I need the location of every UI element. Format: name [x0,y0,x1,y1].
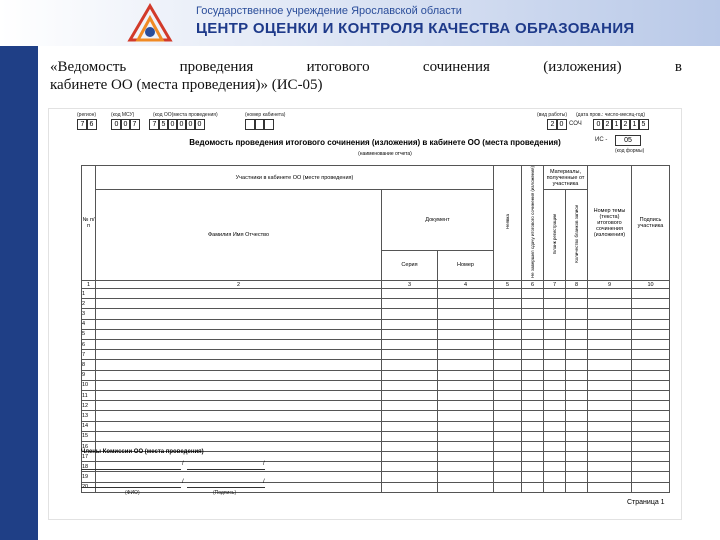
form-title: Ведомость проведения итогового сочинения (изложения) в кабинете ОО (места проведения) [189,138,561,147]
table-cell[interactable] [494,482,522,492]
table-cell[interactable] [566,370,588,380]
table-cell[interactable] [588,472,632,482]
row-number: 14 [82,421,96,431]
table-cell[interactable] [544,299,566,309]
table-cell[interactable] [382,401,438,411]
table-cell[interactable] [522,411,544,421]
column-index: 6 [522,281,544,289]
work-code: СОЧ [569,121,582,127]
table-cell[interactable] [566,482,588,492]
form-code-prefix: ИС - [595,137,608,143]
table-cell[interactable] [632,431,670,441]
table-cell[interactable] [544,289,566,299]
table-cell[interactable] [566,360,588,370]
table-cell[interactable] [438,329,494,339]
table-cell[interactable] [588,329,632,339]
table-cell[interactable] [382,340,438,350]
table-cell[interactable] [566,431,588,441]
table-cell[interactable] [588,411,632,421]
table-cell[interactable] [382,309,438,319]
region-label: (регион) [77,112,97,118]
table-cell[interactable] [96,472,382,482]
table-cell[interactable] [632,390,670,400]
sign-line-1 [187,469,265,470]
table-cell[interactable] [494,421,522,431]
column-index: 5 [494,281,522,289]
table-cell[interactable] [382,472,438,482]
table-cell[interactable] [382,329,438,339]
date-cell: 2 [602,119,613,130]
msu-cell: 0 [120,119,131,130]
table-cell[interactable] [588,299,632,309]
table-row [82,340,670,350]
table-cell[interactable] [632,350,670,360]
table-cell[interactable] [544,482,566,492]
table-cell[interactable] [438,472,494,482]
table-row [82,360,670,370]
table-cell[interactable] [382,370,438,380]
table-cell[interactable] [588,370,632,380]
table-cell[interactable] [522,380,544,390]
table-cell[interactable] [382,411,438,421]
gov-text: Государственное учреждение Ярославской области [196,5,462,17]
row-number: 6 [82,340,96,350]
commission-label: Члены Комиссии ОО (места проведения) [81,449,204,455]
table-cell[interactable] [632,482,670,492]
table-cell[interactable] [522,340,544,350]
table-cell[interactable] [96,411,382,421]
table-cell[interactable] [494,360,522,370]
col-blank-reg-header: Бланк регистрации [544,190,566,281]
table-cell[interactable] [544,350,566,360]
table-cell[interactable] [438,390,494,400]
table-cell[interactable] [632,299,670,309]
column-index: 7 [544,281,566,289]
table-cell[interactable] [438,482,494,492]
table-cell[interactable] [566,441,588,451]
table-cell[interactable] [632,441,670,451]
table-cell[interactable] [566,350,588,360]
table-cell[interactable] [438,289,494,299]
table-cell[interactable] [588,401,632,411]
table-cell[interactable] [96,309,382,319]
table-cell[interactable] [544,309,566,319]
table-cell[interactable] [96,431,382,441]
table-cell[interactable] [494,411,522,421]
work-type-cell: 0 [556,119,567,130]
row-number: 4 [82,319,96,329]
table-cell[interactable] [96,289,382,299]
table-cell[interactable] [522,482,544,492]
table-cell[interactable] [522,319,544,329]
table-cell[interactable] [382,360,438,370]
slide-title-line2: кабинете ОО (места проведения)» (ИС-05) [50,77,323,93]
row-number: 2 [82,299,96,309]
table-cell[interactable] [544,452,566,462]
msu-cell: 0 [111,119,122,130]
form-subtitle: (наименование отчета) [358,151,412,157]
table-cell[interactable] [494,370,522,380]
table-cell[interactable] [494,380,522,390]
row-number: 5 [82,329,96,339]
table-cell[interactable] [382,390,438,400]
table-row [82,472,670,482]
table-cell[interactable] [96,329,382,339]
fio-line-1 [81,469,181,470]
table-cell[interactable] [438,411,494,421]
table-row [82,329,670,339]
table-cell[interactable] [382,380,438,390]
table-cell[interactable] [566,472,588,482]
table-row [82,431,670,441]
table-cell[interactable] [632,289,670,299]
row-number: 19 [82,472,96,482]
table-cell[interactable] [522,350,544,360]
column-index: 2 [96,281,382,289]
sign-caption: (Подпись) [213,490,237,496]
column-index: 8 [566,281,588,289]
table-cell[interactable] [544,421,566,431]
table-cell[interactable] [588,340,632,350]
table-cell[interactable] [438,441,494,451]
oo-cell: 7 [149,119,160,130]
table-cell[interactable] [588,289,632,299]
table-cell[interactable] [632,462,670,472]
table-cell[interactable] [588,390,632,400]
table-cell[interactable] [382,289,438,299]
table-cell[interactable] [522,289,544,299]
table-cell[interactable] [544,390,566,400]
table-cell[interactable] [96,340,382,350]
row-number: 20 [82,482,96,492]
table-cell[interactable] [566,380,588,390]
date-label: (дата пров.: число-месяц-год) [576,112,645,118]
table-cell[interactable] [566,289,588,299]
table-cell[interactable] [566,411,588,421]
col-sheets-header: Количество бланков записи [566,190,588,281]
table-cell[interactable] [382,421,438,431]
table-cell[interactable] [522,452,544,462]
slash-4: / [263,479,265,485]
row-number: 7 [82,350,96,360]
table-cell[interactable] [96,401,382,411]
table-cell[interactable] [96,319,382,329]
row-number: 10 [82,380,96,390]
table-cell[interactable] [566,452,588,462]
table-cell[interactable] [588,421,632,431]
table-cell[interactable] [522,441,544,451]
table-cell[interactable] [382,431,438,441]
logo-icon [120,2,180,42]
table-cell[interactable] [566,340,588,350]
col-doc-header: Документ [382,190,494,251]
table-cell[interactable] [382,319,438,329]
table-cell[interactable] [438,309,494,319]
table-cell[interactable] [632,360,670,370]
table-cell[interactable] [588,360,632,370]
table-cell[interactable] [96,380,382,390]
table-row [82,462,670,472]
table-cell[interactable] [494,390,522,400]
cabinet-cell [263,119,274,130]
table-cell[interactable] [544,319,566,329]
table-cell[interactable] [494,472,522,482]
table-cell[interactable] [544,329,566,339]
table-cell[interactable] [494,441,522,451]
header-banner [0,0,720,46]
table-cell[interactable] [566,401,588,411]
table-cell[interactable] [544,462,566,472]
table-row [82,289,670,299]
col-number-header: Номер [438,250,494,280]
table-row [82,350,670,360]
table-cell[interactable] [522,421,544,431]
oo-label: (код ОО(места проведения) [153,112,218,118]
column-index: 3 [382,281,438,289]
table-cell[interactable] [522,390,544,400]
table-cell[interactable] [588,462,632,472]
row-number: 11 [82,390,96,400]
column-index: 1 [82,281,96,289]
date-cell: 1 [611,119,622,130]
row-number: 1 [82,289,96,299]
table-cell[interactable] [438,462,494,472]
table-cell[interactable] [494,452,522,462]
row-number: 18 [82,462,96,472]
table-row [82,421,670,431]
table-cell[interactable] [438,350,494,360]
date-cell: 0 [593,119,604,130]
table-cell[interactable] [494,350,522,360]
row-number: 13 [82,411,96,421]
table-cell[interactable] [96,462,382,472]
table-cell[interactable] [588,431,632,441]
date-cell: 1 [629,119,640,130]
table-cell[interactable] [588,380,632,390]
col-series-header: Серия [382,250,438,280]
fio-caption: (ФИО) [125,490,140,496]
slash-1: / [182,461,184,467]
work-type-cell: 2 [547,119,558,130]
column-index: 10 [632,281,670,289]
table-cell[interactable] [494,340,522,350]
table-cell[interactable] [588,441,632,451]
table-cell[interactable] [438,370,494,380]
oo-cell: 0 [167,119,178,130]
table-cell[interactable] [544,340,566,350]
table-cell[interactable] [632,421,670,431]
table-cell[interactable] [522,472,544,482]
date-cell: 5 [638,119,649,130]
msu-label: (код МСУ) [111,112,135,118]
table-row [82,309,670,319]
oo-cell: 5 [158,119,169,130]
table-cell[interactable] [588,452,632,462]
table-row [82,319,670,329]
table-cell[interactable] [494,401,522,411]
table-cell[interactable] [632,411,670,421]
table-cell[interactable] [632,401,670,411]
table-cell[interactable] [494,462,522,472]
table-cell[interactable] [522,309,544,319]
table-cell[interactable] [438,360,494,370]
oo-cell: 0 [194,119,205,130]
table-row [82,380,670,390]
table-row [82,370,670,380]
col-materials-header: Материалы, полученные от участника [544,166,588,190]
table-cell[interactable] [522,462,544,472]
oo-cell: 0 [185,119,196,130]
slash-2: / [263,461,265,467]
row-number: 12 [82,401,96,411]
table-cell[interactable] [522,370,544,380]
fio-line-2 [81,487,181,488]
table-cell[interactable] [494,299,522,309]
participants-table [81,165,670,493]
table-cell[interactable] [566,329,588,339]
table-cell[interactable] [522,329,544,339]
col-incomplete-header: Не завершил сдачу итогового сочинения (изложения) [522,166,544,281]
table-row [82,411,670,421]
table-cell[interactable] [438,299,494,309]
table-cell[interactable] [438,401,494,411]
slash-3: / [182,479,184,485]
table-cell[interactable] [494,431,522,441]
oo-cell: 0 [176,119,187,130]
col-sign-header: Подпись участника [632,166,670,281]
table-cell[interactable] [632,329,670,339]
table-cell[interactable] [632,452,670,462]
col-num-header: № п/п [82,166,96,281]
table-cell[interactable] [632,319,670,329]
table-cell[interactable] [382,441,438,451]
form-code-label: (код формы) [615,148,645,154]
table-cell[interactable] [96,421,382,431]
table-row [82,401,670,411]
page-number: Страница 1 [627,499,665,506]
col-participants-header: Участники в кабинете ОО (месте проведения) [96,166,494,190]
date-cell: 2 [620,119,631,130]
table-cell[interactable] [96,370,382,380]
table-cell[interactable] [522,360,544,370]
table-cell[interactable] [632,370,670,380]
table-cell[interactable] [566,299,588,309]
table-cell[interactable] [544,472,566,482]
table-cell[interactable] [544,370,566,380]
table-cell[interactable] [382,299,438,309]
table-cell[interactable] [96,299,382,309]
table-cell[interactable] [522,299,544,309]
row-number: 17 [82,452,96,462]
table-cell[interactable] [96,390,382,400]
table-cell[interactable] [588,482,632,492]
table-cell[interactable] [632,472,670,482]
table-cell[interactable] [96,360,382,370]
table-cell[interactable] [522,401,544,411]
cabinet-label: (номер кабинета) [245,112,286,118]
table-cell[interactable] [588,350,632,360]
table-cell[interactable] [632,380,670,390]
region-cell: 7 [77,119,88,130]
table-cell[interactable] [544,441,566,451]
org-name: ЦЕНТР ОЦЕНКИ И КОНТРОЛЯ КАЧЕСТВА ОБРАЗОВАНИЯ [196,20,635,37]
table-cell[interactable] [544,411,566,421]
table-cell[interactable] [438,380,494,390]
table-cell[interactable] [382,350,438,360]
table-cell[interactable] [438,340,494,350]
column-index: 4 [438,281,494,289]
table-cell[interactable] [566,309,588,319]
table-cell[interactable] [588,309,632,319]
table-cell[interactable] [632,309,670,319]
work-type-label: (вид работы) [537,112,568,118]
col-topic-header: Номер темы (текста) итогового сочинения (изложения) [588,166,632,281]
table-cell[interactable] [566,462,588,472]
table-cell[interactable] [544,401,566,411]
table-cell[interactable] [438,452,494,462]
table-cell[interactable] [494,289,522,299]
table-cell[interactable] [438,431,494,441]
col-fio-header: Фамилия Имя Отчество [96,190,382,281]
sign-line-2 [187,487,265,488]
region-cell: 6 [86,119,97,130]
row-number: 3 [82,309,96,319]
form-document [48,108,682,520]
table-cell[interactable] [382,482,438,492]
table-row [82,390,670,400]
table-cell[interactable] [494,319,522,329]
form-code: 05 [615,135,641,146]
row-number: 16 [82,441,96,451]
table-cell[interactable] [544,380,566,390]
table-cell[interactable] [494,309,522,319]
table-cell[interactable] [566,390,588,400]
msu-cell: 7 [129,119,140,130]
table-cell[interactable] [566,421,588,431]
table-row [82,299,670,309]
row-number: 8 [82,360,96,370]
column-index: 9 [588,281,632,289]
row-number: 15 [82,431,96,441]
table-cell[interactable] [544,431,566,441]
table-cell[interactable] [522,431,544,441]
table-cell[interactable] [438,421,494,431]
row-number: 9 [82,370,96,380]
table-cell[interactable] [382,452,438,462]
table-cell[interactable] [382,462,438,472]
slide-title-line1: «Ведомость проведения итогового сочинения (изложения) в [50,59,682,75]
table-cell[interactable] [632,340,670,350]
table-cell[interactable] [438,319,494,329]
table-cell[interactable] [494,329,522,339]
col-absent-header: Неявка [494,166,522,281]
table-cell[interactable] [544,360,566,370]
table-cell[interactable] [588,319,632,329]
table-cell[interactable] [96,350,382,360]
table-cell[interactable] [566,319,588,329]
